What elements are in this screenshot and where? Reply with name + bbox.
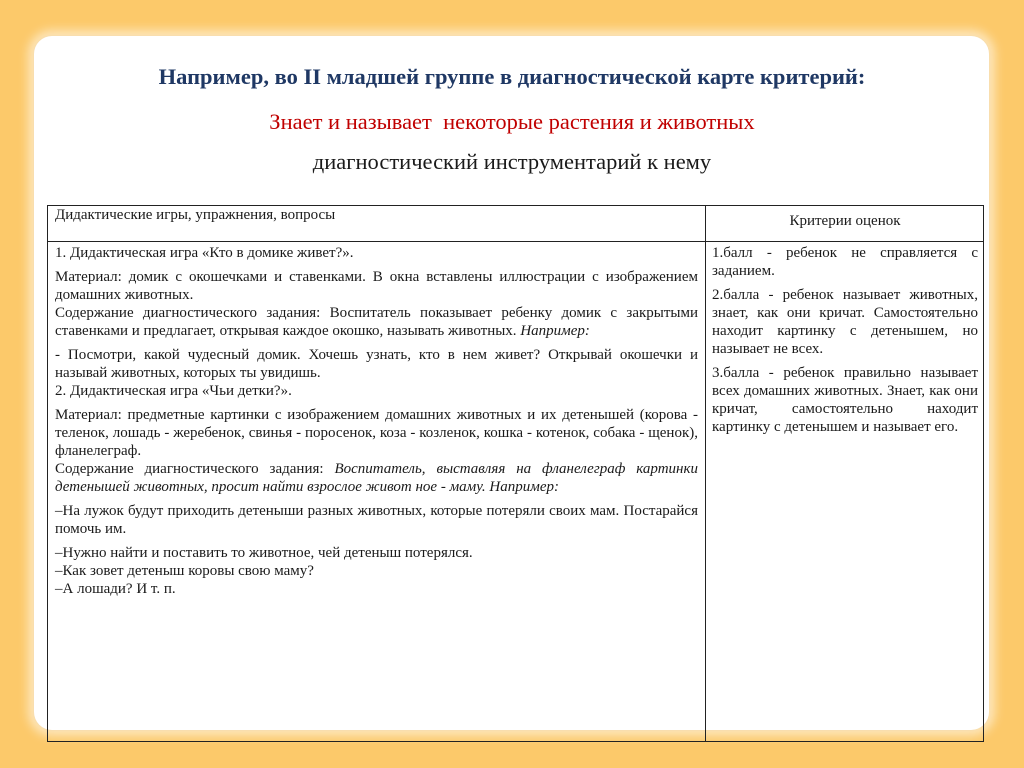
- game1-task-example: Например:: [520, 323, 590, 339]
- criterion-subtitle: Знает и называет некоторые растения и животных: [269, 109, 755, 134]
- column-divider: [705, 206, 706, 741]
- game1-question: - Посмотри, какой чудесный домик. Хочешь узнать, кто в нем живет? Открывай окошечки и называй животных, которых ты увидишь.: [55, 347, 698, 381]
- criterion-1: 1.балл - ребенок не справляется с заданием.: [712, 245, 978, 279]
- game1-task: [55, 304, 698, 340]
- header-criteria: Критерии оценок: [789, 213, 901, 229]
- instrument-subtitle: диагностический инструментарий к нему: [312, 149, 712, 174]
- game1-title: 1. Дидактическая игра «Кто в домике живет?».: [55, 245, 354, 261]
- game2-task: [55, 460, 698, 496]
- games-column: [55, 244, 698, 598]
- criteria-column: [712, 244, 978, 436]
- slide-title: Например, во II младшей группе в диагностической карте критерий:: [158, 64, 866, 89]
- header-divider: [48, 241, 983, 242]
- game2-title: 2. Дидактическая игра «Чьи детки?».: [55, 383, 292, 399]
- game1-material: Материал: домик с окошечками и ставенками. В окна вставлены иллюстрации с изображением домашних животных.: [55, 269, 698, 303]
- criterion-2: 2.балла - ребенок называет животных, знает, как они кричат. Самостоятельно находит картинку с детенышем, но называет не всех.: [712, 287, 978, 357]
- diagnostic-table: [47, 205, 984, 742]
- header-games: Дидактические игры, упражнения, вопросы: [55, 207, 336, 223]
- game2-line3: –Как зовет детеныш коровы свою маму?: [55, 563, 314, 579]
- game2-line2: –Нужно найти и поставить то животное, чей детеныш потерялся.: [55, 545, 473, 561]
- game2-line1: –На лужок будут приходить детеныши разных животных, которые потеряли своих мам. Постарайся помочь им.: [55, 503, 698, 537]
- game2-material: Материал: предметные картинки с изображением домашних животных и их детенышей (корова - теленок, лошадь - жеребенок, свинья - поросенок, коза - козленок, кошка - котенок, собака - щенок), фланелеграф.: [55, 407, 698, 459]
- game1-task-label: Содержание диагностического задания: Воспитатель показывает ребенку домик с закрытыми ставенками и предлагает, открывая каждое окошко, называть животных.: [55, 305, 698, 339]
- game2-task-text: Воспитатель, выставляя на фланелеграф картинки детенышей животных, просит найти взрослое живот ное - маму. Например:: [55, 461, 698, 495]
- criterion-3: 3.балла - ребенок правильно называет всех домашних животных. Знает, как они кричат, самостоятельно находит картинку с детенышем и называет его.: [712, 365, 978, 435]
- game2-task-label: Содержание диагностического задания:: [55, 461, 335, 477]
- game2-line4: –А лошади? И т. п.: [55, 581, 176, 597]
